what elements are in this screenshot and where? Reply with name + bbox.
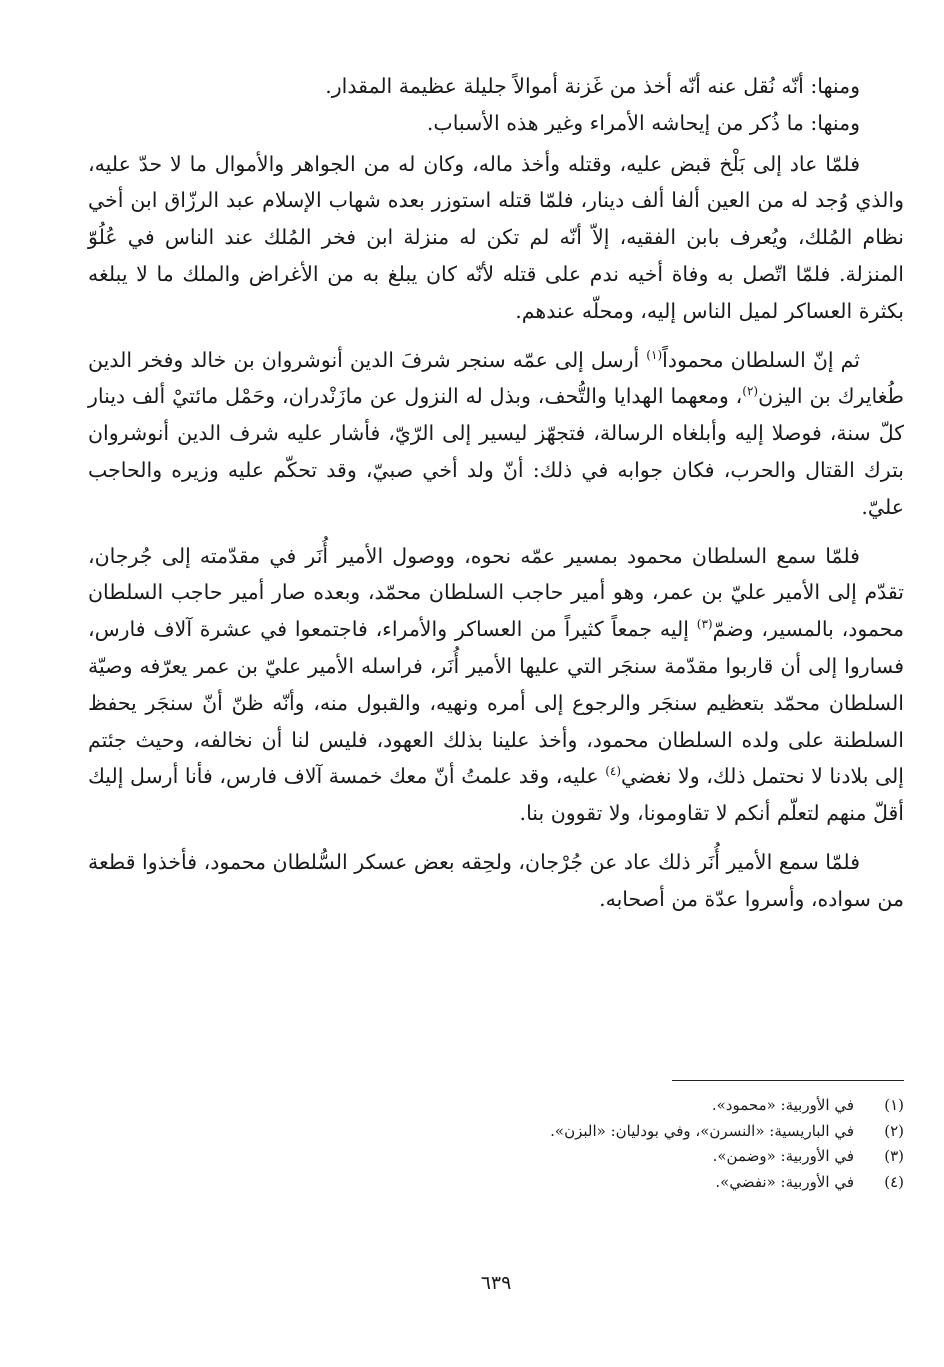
footnote-ref-4: (٤) [605,764,622,779]
paragraph-4 [88,342,904,526]
footnote-item [88,1144,904,1170]
footnote-separator [672,1080,904,1081]
paragraph-5-part-2: إليه جمعاً كثيراً من العساكر والأمراء، فاجتمعوا في عشرة آلاف فارس، فساروا إلى أن قاربوا مقدّمة سنجَر التي عليها الأمير أُنَر، فراسله الأمير عليّ بن عمر يعرّفه وصيّة السلطان محمّد بتعظيم سنجَر والرجوع إلى أمره ونهيه، والقبول منه، وأنّه ظنّ أنّ سنجَر يحفظ السلطنة على ولده السلطان محمود، وأخذ علينا بذلك العهود، فليس لنا أن نخالفه، وحيث جئتم إلى بلادنا لا نحتمل ذلك، ولا نغضي [88,617,905,789]
footnote-item [88,1119,904,1145]
footnote-item [88,1093,904,1119]
book-page [88,68,904,1348]
footnote-number: (٣) [884,1147,904,1166]
paragraph-4-part-2: أرسل إلى عمّه سنجر شرفَ الدين أنوشروان بن خالد وفخر الدين طُغايرك بن اليزن [88,347,904,409]
paragraph-5 [88,538,904,832]
paragraph-4-part-3: ، ومعهما الهدايا والتُّحف، وبذل له النزول عن مازَنْدران، وحَمْل مائتيْ ألف دينار كلّ سنة، فوصلا إليه وأبلغاه الرسالة، فتجهّز ليسير إلى الرّيّ، فأشار عليه شرف الدين أنوشروان بترك القتال والحرب، فكان جوابه في ذلك: أنّ ولد أخي صبيّ، وقد تحكّم عليه وزيره والحاجب عليّ. [88,384,904,519]
paragraph-3: فلمّا عاد إلى بَلْخ قبض عليه، وقتله وأخذ ماله، وكان له من الجواهر والأموال ما لا حدّ عليه، والذي وُجد له من العين ألفا ألف دينار، فلمّا قتله استوزر بعده شهاب الإسلام عبد الرزّاق ابن أخي نظام المُلك، ويُعرف بابن الفقيه، إلاّ أنّه لم تكن له منزلة ابن فخر المُلك عند الناس في عُلُوّ المنزلة. فلمّا اتّصل به وفاة أخيه ندم على قتله لأنّه كان يبلغ به من الأغراض والملك ما لا يبلغه بكثرة العساكر لميل الناس إليه، ومحلّه عندهم. [88,151,904,323]
paragraph-1: ومنها: أنّه نُقل عنه أنّه أخذ من غَزنة أموالاً جليلة عظيمة المقدار. [325,74,860,98]
footnote-number: (٤) [884,1172,904,1191]
footnote-text: في الأوربية: «وضمن». [712,1147,854,1166]
footnotes [88,1093,904,1195]
page-number: ٦٣٩ [480,1272,512,1294]
paragraph-5-part-1: فلمّا سمع السلطان محمود بمسير عمّه نحوه، ووصول الأمير أُنَر في مقدّمته إلى جُرجان، تقدّم إلى الأمير عليّ بن عمر، وهو أمير حاجب السلطان محمّد، وبعده صار أمير حاجب السلطان محمود، بالمسير، وضمّ [88,543,904,642]
paragraph-4-part-1: ثم إنّ السلطان محموداً [662,347,861,372]
paragraph-5-part-3: عليه، وقد علمتُ أنّ معك خمسة آلاف فارس، فأنا أرسل إليك أقلّ منهم لتعلّم أنكم لا تقاومونا، ولا تقوون بنا. [88,764,904,826]
footnote-text: في الباريسية: «النسرن»، وفي بودليان: «البزن». [550,1121,854,1140]
footnote-number: (١) [884,1096,904,1114]
paragraph-2: ومنها: ما ذُكر من إيحاشه الأمراء وغير هذه الأسباب. [426,110,860,135]
footnote-text: في الأوربية: «نفضي». [715,1172,854,1191]
footnote-ref-2: (٢) [742,384,759,399]
footnote-ref-3: (٣) [696,617,713,632]
paragraph-6: فلمّا سمع الأمير أُنَر ذلك عاد عن جُرْجان، ولحِقه بعض عسكر السُّلطان محمود، فأخذوا قطعة من سواده، وأسروا عدّة من أصحابه. [88,849,904,911]
footnote-number: (٢) [884,1121,904,1140]
footnote-item [88,1170,904,1196]
footnote-text: في الأوربية: «محمود». [711,1096,854,1114]
footnote-ref-1: (١) [646,347,663,362]
